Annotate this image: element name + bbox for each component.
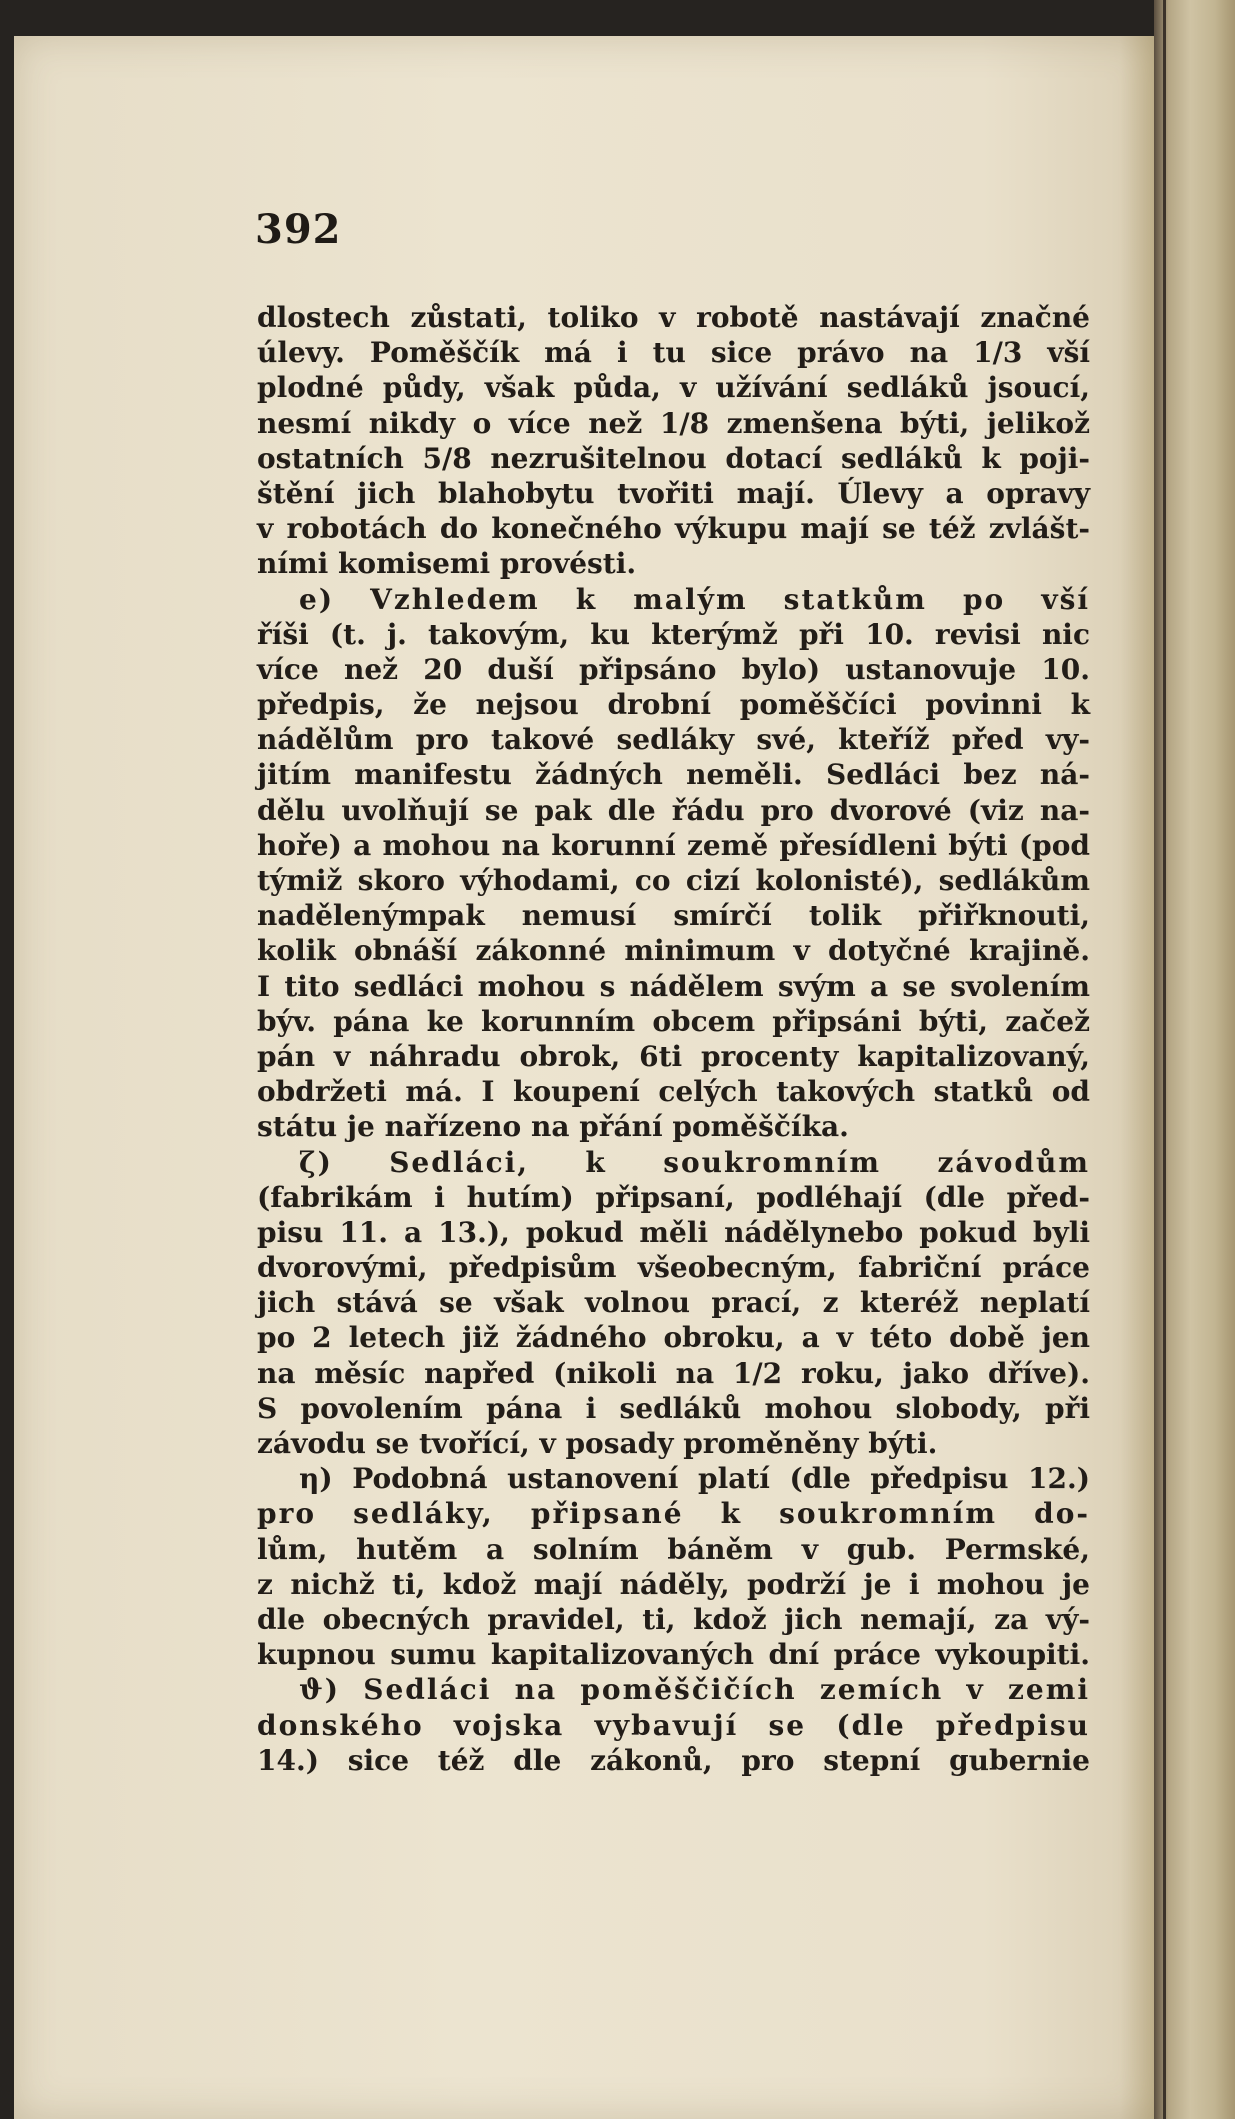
text-line: (fabrikám i hutím) připsaní, podléhají (dle před- [257,1180,1090,1214]
text-line: nádělům pro takové sedláky své, kteříž před vy- [257,723,1090,757]
text-line: státu je nařízeno na přání poměščíka. [257,1110,849,1144]
text-line: pro sedláky, připsané k soukromním do- [257,1497,1090,1531]
text-line: z nichž ti, kdož mají náděly, podrží je i mohou je [257,1567,1090,1601]
text-line: 14.) sice též dle zákonů, pro stepní gubernie [257,1743,1090,1777]
text-line: v robotách do konečného výkupu mají se též zvlášt- [257,512,1090,546]
next-page-edge [1154,0,1235,2119]
text-line: nadělenýmpak nemusí smírčí tolik přiřknouti, [257,899,1090,933]
text-line: I tito sedláci mohou s nádělem svým a se svolením [257,969,1090,1003]
text-line: pán v náhradu obrok, 6ti procenty kapitalizovaný, [257,1039,1090,1073]
paragraph-start-eta: η) Podobná ustanovení platí (dle předpisu 12.) [299,1462,1090,1496]
text-line: po 2 letech již žádného obroku, a v této době jen [257,1321,1090,1355]
text-line: na měsíc napřed (nikoli na 1/2 roku, jako dříve). [257,1356,1090,1390]
text-line: donského vojska vybavují se (dle předpisu [257,1708,1090,1742]
text-line: nesmí nikdy o více než 1/8 zmenšena býti, jelikož [257,406,1090,440]
text-line: dle obecných pravidel, ti, kdož jich nemají, za vý- [257,1602,1090,1636]
text-line: jich stává se však volnou prací, z kteréž neplatí [257,1286,1090,1320]
text-line: ními komisemi provésti. [257,547,637,581]
text-line: úlevy. Poměščík má i tu sice právo na 1/3 vší [257,336,1090,370]
text-line: býv. pána ke korunním obcem připsáni býti, začež [257,1004,1090,1038]
text-line: pisu 11. a 13.), pokud měli nádělynebo pokud byli [257,1215,1090,1249]
text-line: dvorovými, předpisům všeobecným, fabriční práce [257,1251,1090,1285]
text-line: více než 20 duší připsáno bylo) ustanovuje 10. [257,652,1090,686]
text-line: předpis, že nejsou drobní poměščíci povinni k [257,688,1090,722]
body-text [257,300,1090,1778]
paragraph-start-e: e) Vzhledem k malým statkům po vší [299,582,1090,616]
text-line: týmiž skoro výhodami, co cizí kolonisté), sedlákům [257,864,1090,897]
text-line: plodné půdy, však půda, v užívání sedláků jsoucí, [257,371,1090,405]
text-line: kolik obnáší zákonné minimum v dotyčné krajině. [257,934,1090,968]
text-line: hoře) a mohou na korunní země přesídleni býti (pod [257,828,1090,862]
text-line: jitím manifestu žádných neměli. Sedláci bez ná- [257,758,1090,792]
text-line: závodu se tvořící, v posady proměněny býti. [257,1427,938,1460]
text-line: dlostech zůstati, toliko v robotě nastávají značné [257,301,1090,334]
text-line: S povolením pána i sedláků mohou slobody, při [257,1391,1090,1425]
text-line: říši (t. j. takovým, ku kterýmž při 10. revisi nic [257,617,1090,651]
text-line: kupnou sumu kapitalizovaných dní práce vykoupiti. [257,1638,1090,1672]
text-line: dělu uvolňují se pak dle řádu pro dvorové (viz na- [257,793,1090,827]
paragraph-start-zeta: ζ) Sedláci, k soukromním závodům [299,1145,1090,1179]
page-fold-shadow [1163,0,1166,2119]
text-line: obdržeti má. I koupení celých takových statků od [257,1075,1090,1109]
paragraph-start-theta: ϑ) Sedláci na poměščičích zemích v zemi [299,1673,1090,1707]
text-line: lům, hutěm a solním báněm v gub. Permské, [257,1532,1090,1566]
page-number: 392 [255,206,342,253]
text-line: ostatních 5/8 nezrušitelnou dotací sedláků k poji- [257,441,1090,475]
text-line: štění jich blahobytu tvořiti mají. Úlevy a opravy [257,476,1090,510]
